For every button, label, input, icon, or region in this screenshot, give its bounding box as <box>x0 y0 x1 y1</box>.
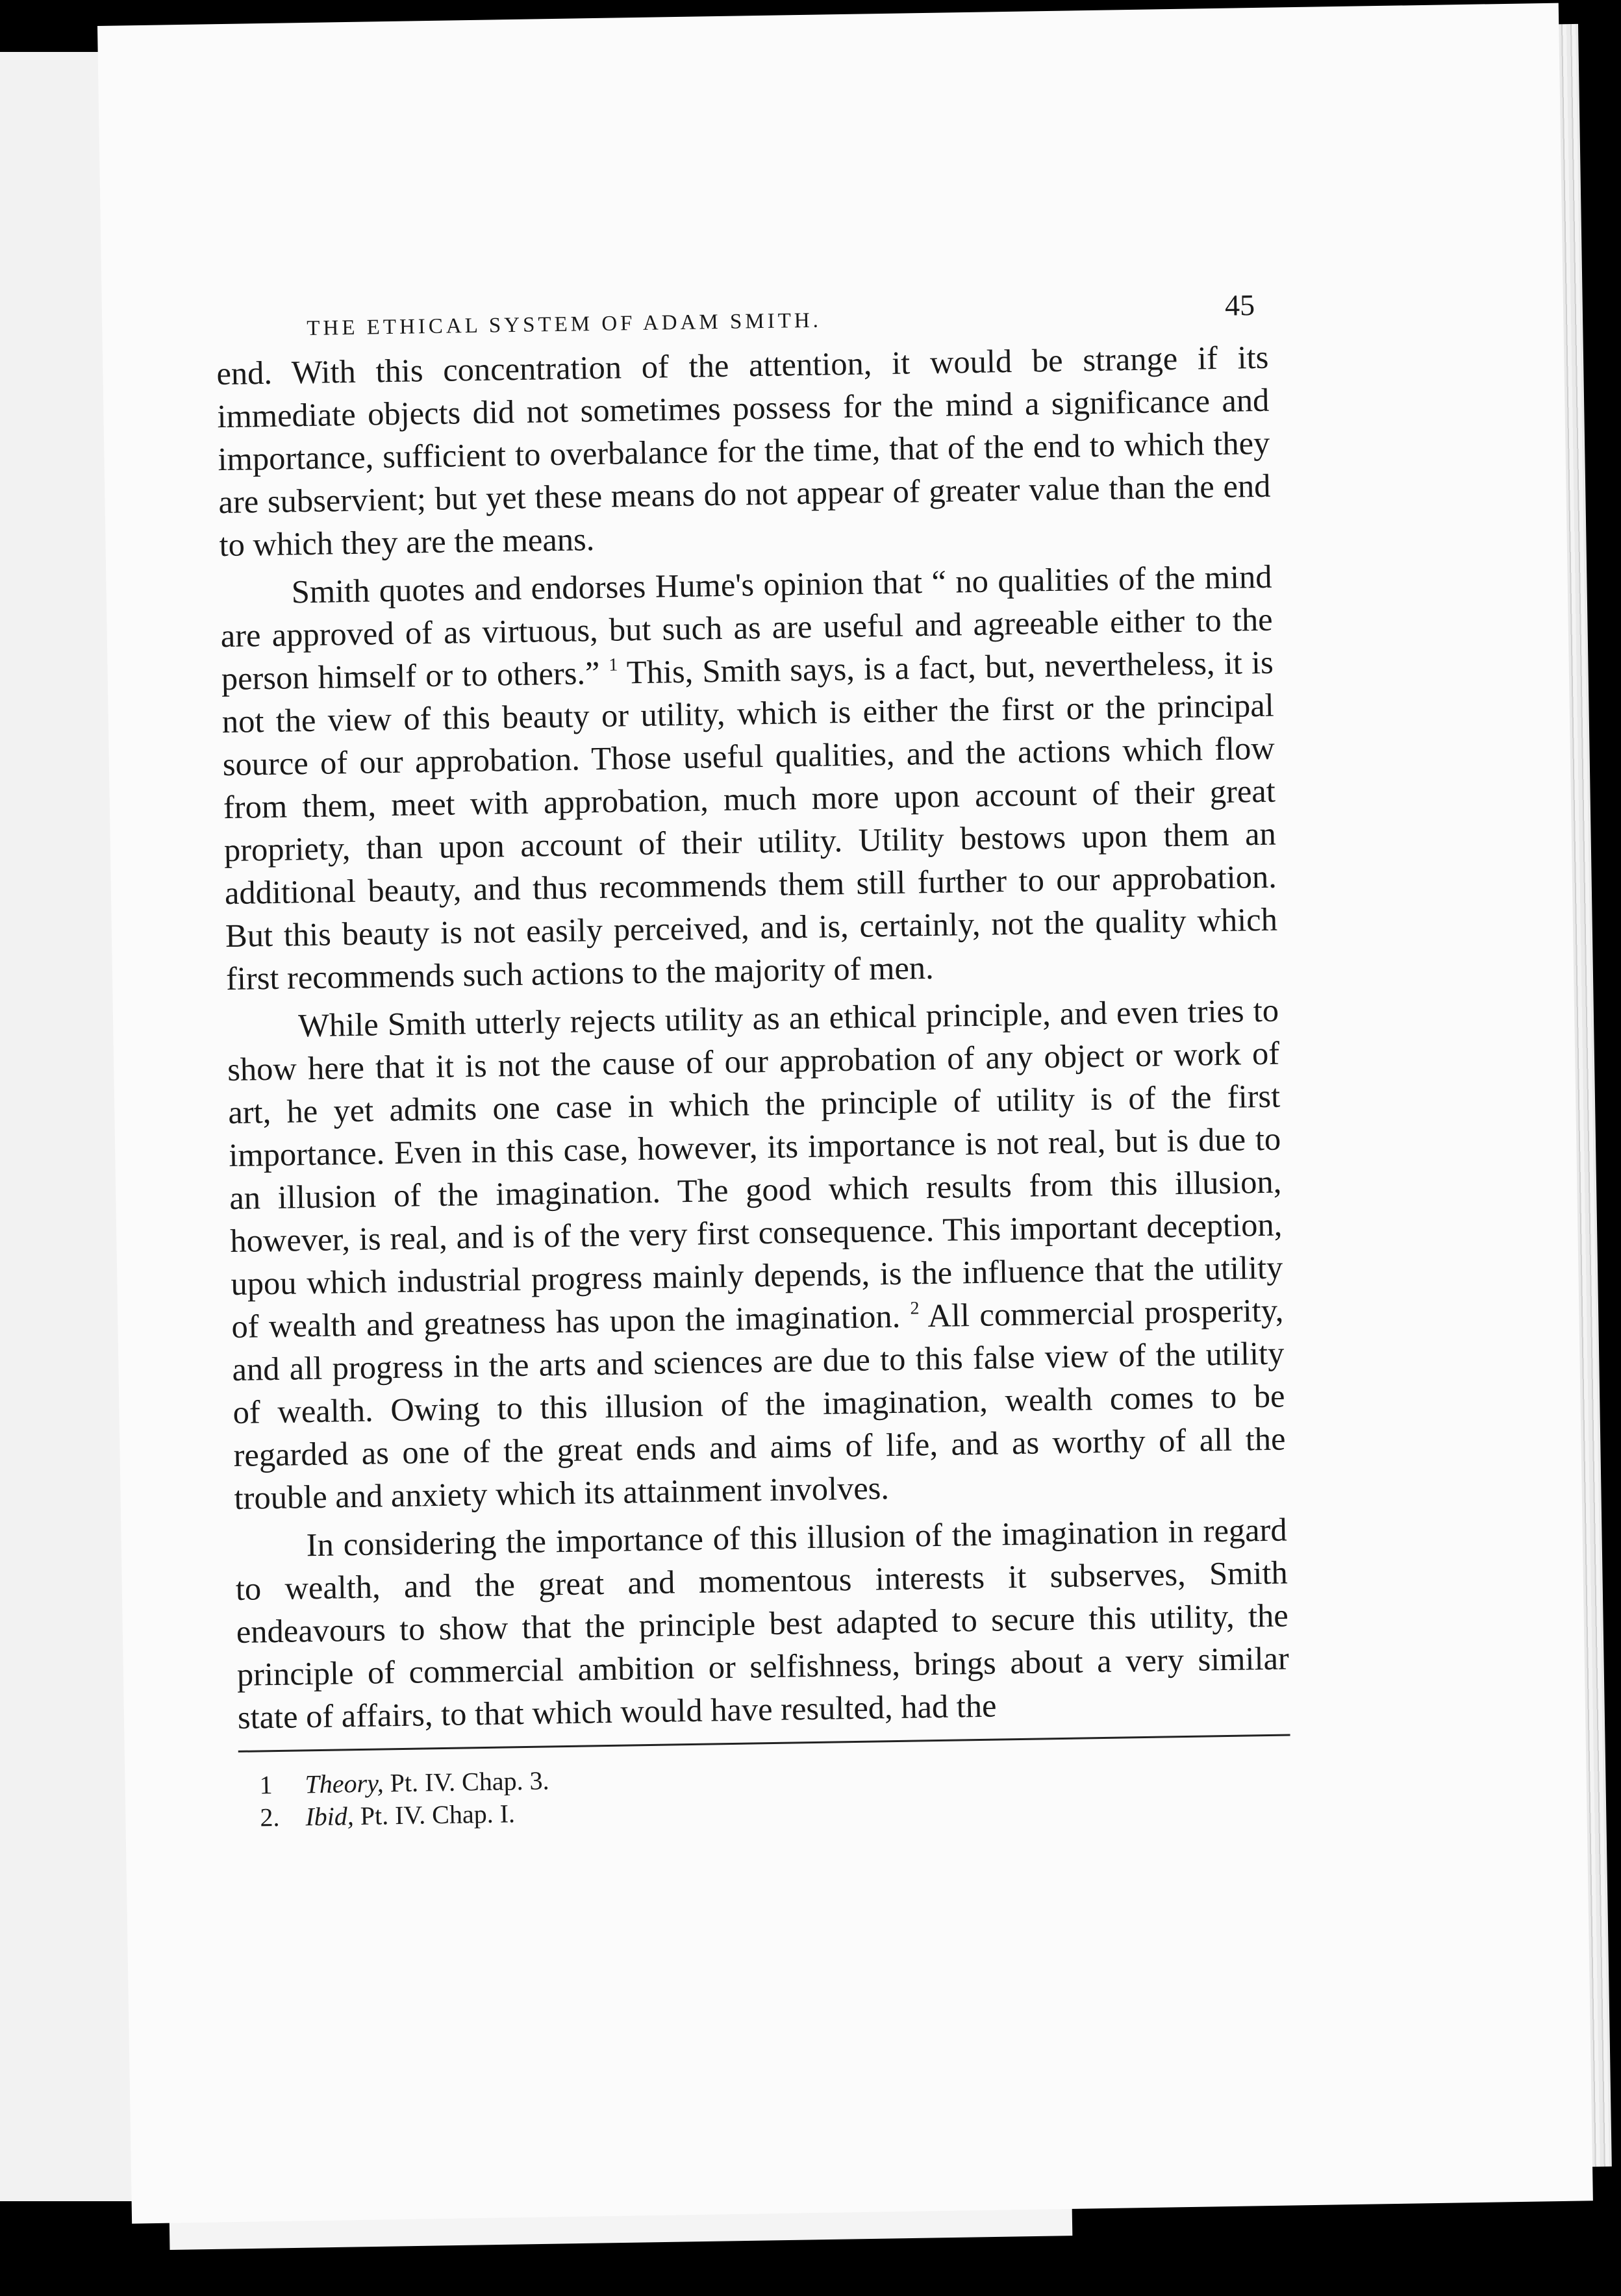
footnote-ref: Pt. IV. Chap. 3. <box>383 1766 549 1798</box>
paragraph-2 <box>220 555 1278 1000</box>
page-number: 45 <box>1224 288 1255 322</box>
paragraph-2-text-b: This, Smith says, is a fact, but, nevertheless, it is not the view of this beauty or utility, which is either the first or the principal source of our approbation. Those useful qualities, and the actions which flow from them, meet with approbation, much more upon account of their great propriety, than upon account of their utility. Utility bestows upon them an additional beauty, and thus recommends them still further to our approbation. But this beauty is not easily perceived, and is, certainly, not the quality which first recommends such actions to the majority of men. <box>221 643 1278 997</box>
footnote-title: Ibid, <box>305 1801 355 1832</box>
book-page <box>97 3 1593 2224</box>
paragraph-4: In considering the importance of this illusion of the imagination in regard to wealth, and the great and momentous interests it subserves, Smith endeavours to show that the principle best adapted to secure this utility, the principle of commercial ambition or selfishness, brings about a very similar state of affairs, to that which would have resulted, had the <box>235 1511 1290 1736</box>
footnote-rule <box>238 1734 1290 1752</box>
paragraph-3-text-a: While Smith utterly rejects utility as an ethical principle, and even tries to show here that it is not the cause of our approbation of any object or work of art, he yet admits one case in which the principle of utility is of the first importance. Even in this case, however, its importance is not real, but is due to an illusion of the imagination. The good which results from this illusion, however, is real, and is of the very first consequence. This important deception, upou which industrial progress mainly depends, is the influence that the utility of wealth and greatness has upon the imagination. <box>227 992 1283 1345</box>
paragraph-3 <box>227 989 1287 1519</box>
running-title: THE ETHICAL SYSTEM OF ADAM SMITH. <box>307 308 822 340</box>
paragraph-1: end. With this concentration of the attention, it would be strange if its immediate objects did not sometimes possess for the mind a significance and importance, sufficient to overbalance for the time, that of the end to which they are subservient; but yet these means do not appear of greater value than the end to which they are the means. <box>216 338 1271 564</box>
footnote-number: 1 <box>259 1770 273 1800</box>
footnote-ref-2: 2 <box>910 1298 920 1319</box>
paragraph-3-text-b: All commercial prosperity, and all progress in the arts and sciences are due to this false view of the utility of wealth. Owing to this illusion of the imagination, wealth comes to be regarded as one of the great ends and aims of life, and as worthy of all the trouble and anxiety which its attainment involves. <box>232 1292 1286 1516</box>
footnote-ref-1: 1 <box>609 655 618 675</box>
paragraph-2-text-a: Smith quotes and endorses Hume's opinion that “ no qualities of the mind are approved of as virtuous, but such as are useful and agreeable either to the person himself or to others.” <box>220 558 1274 697</box>
footnote-number: 2. <box>260 1802 280 1832</box>
page-text-block <box>215 264 1291 1834</box>
footnote-title: Theory, <box>305 1768 384 1799</box>
footnote-ref: Pt. IV. Chap. I. <box>353 1799 516 1831</box>
